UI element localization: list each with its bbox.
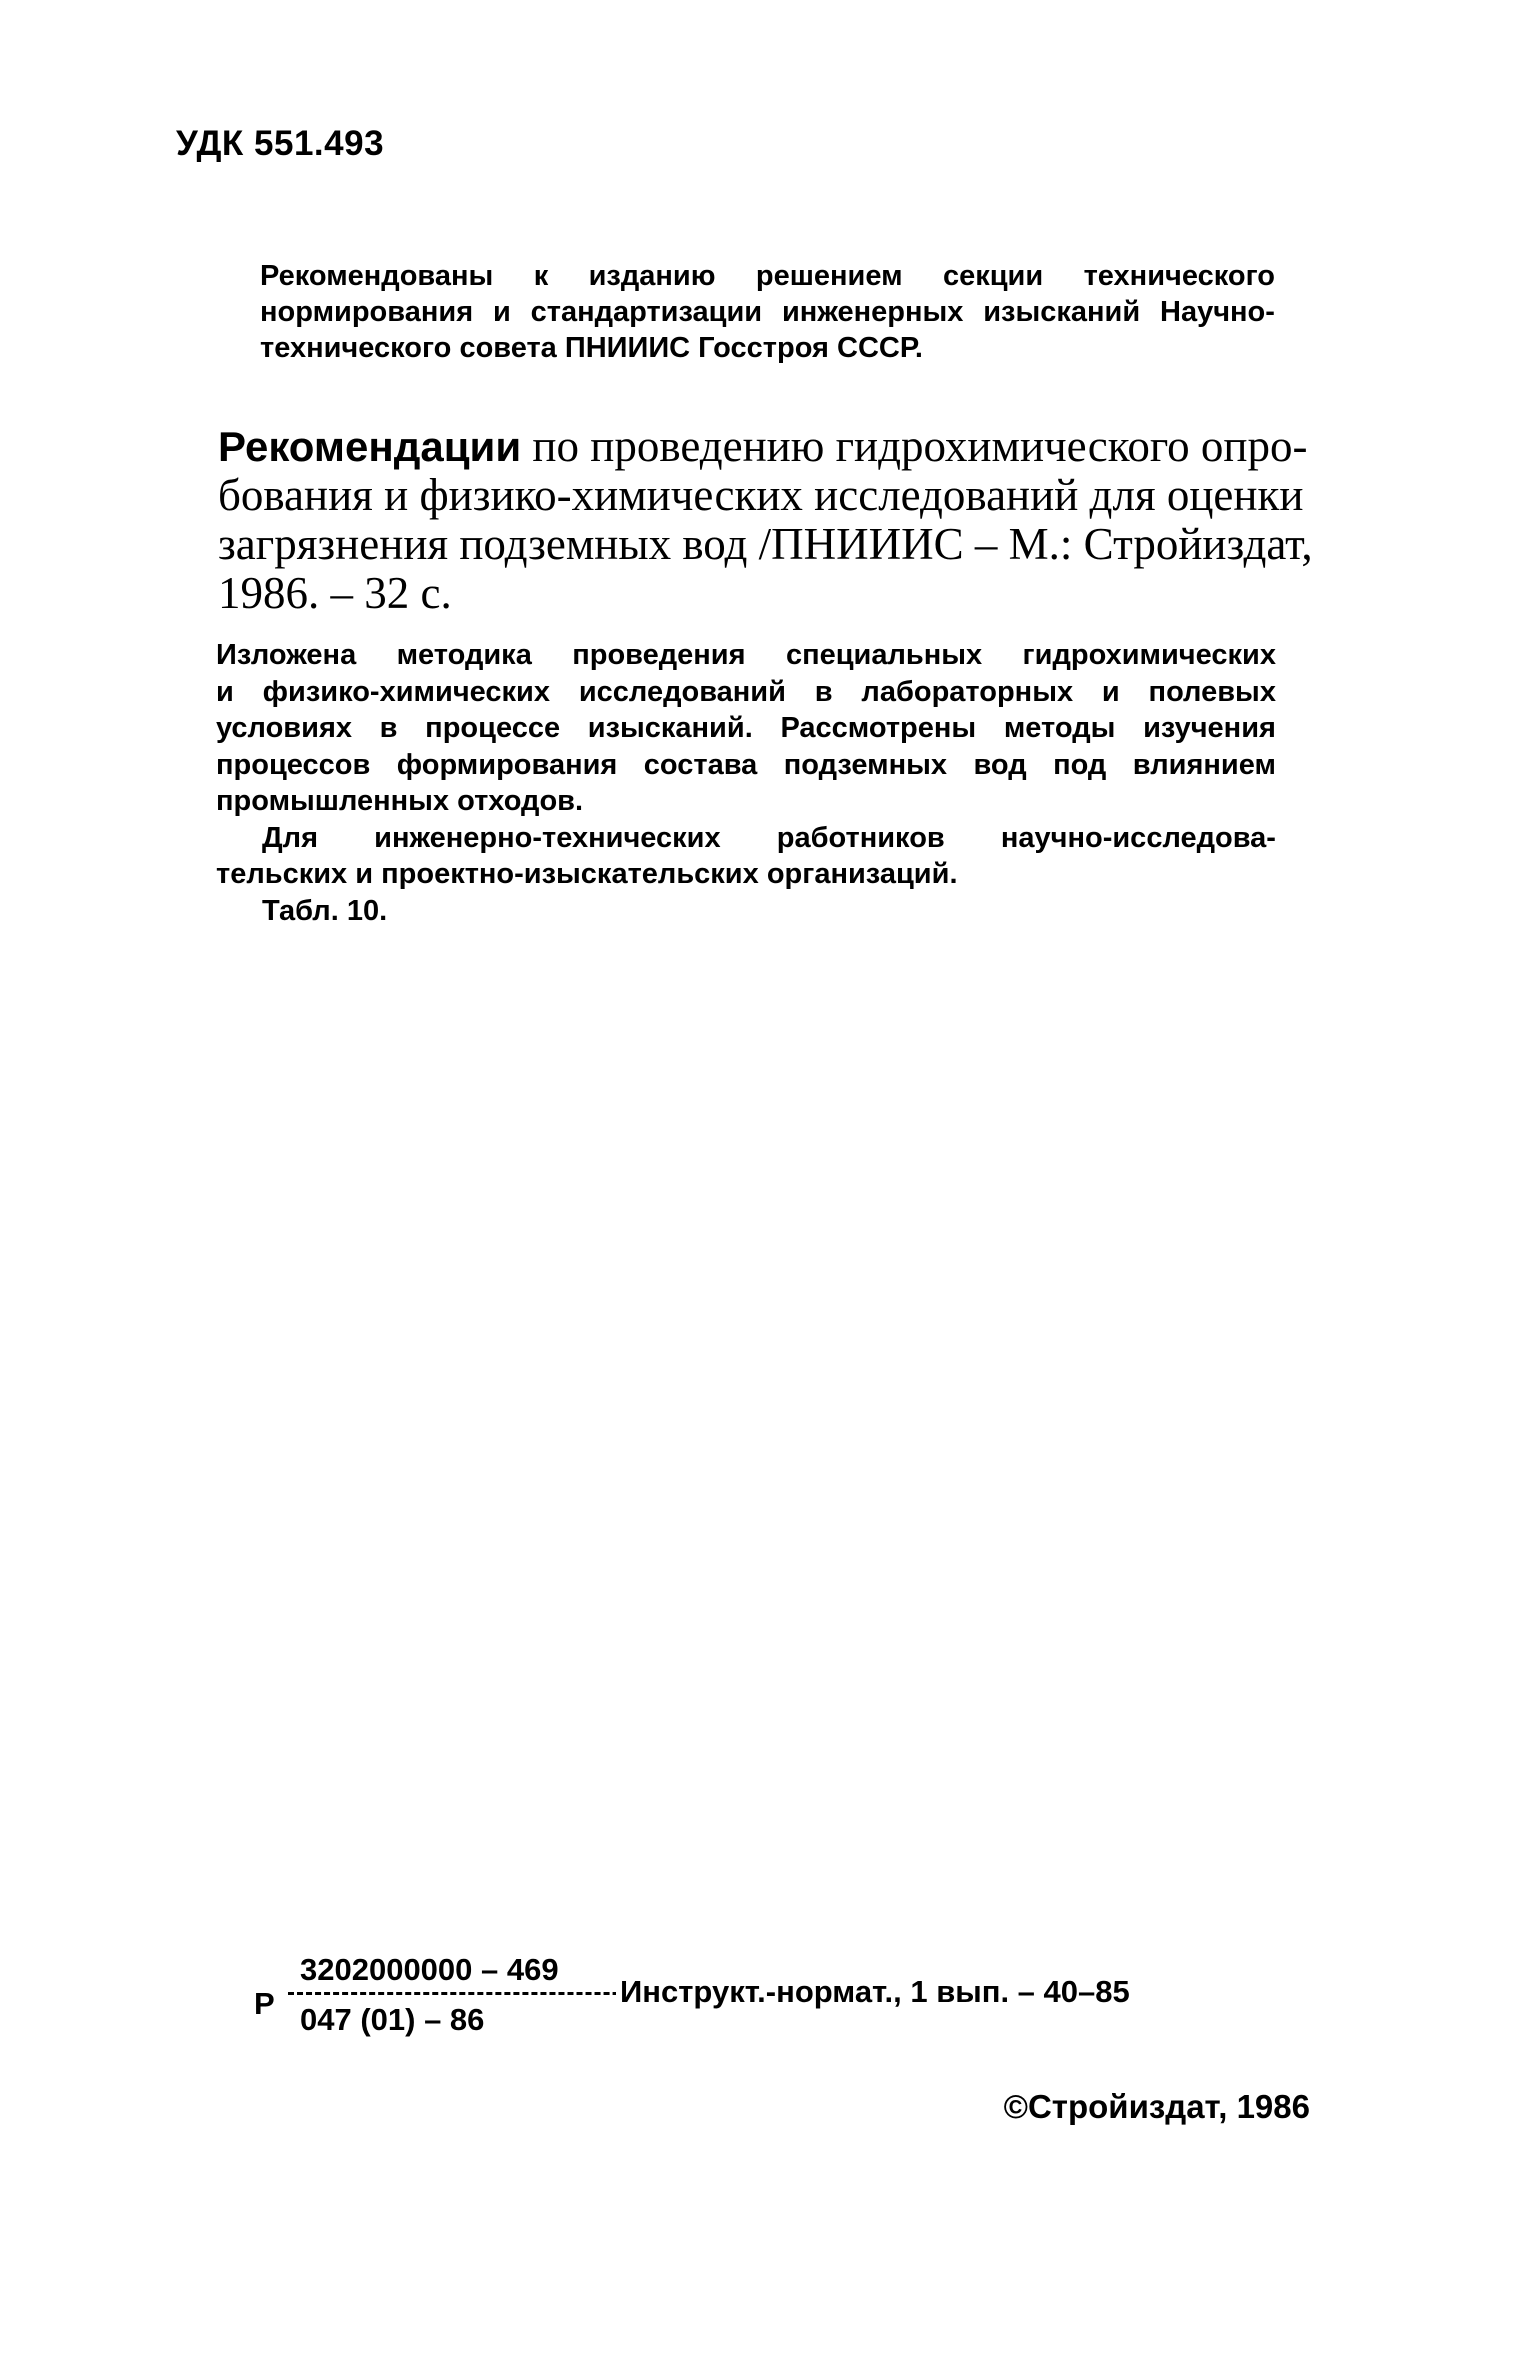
code-prefix: Р — [254, 1986, 275, 2021]
abstract-line: Изложена методика проведения специальных гидрохимических — [216, 639, 1276, 671]
recommendation-line: нормирования и стандартизации инженерных изысканий Научно- — [260, 296, 1275, 328]
code-numerator: 3202000000 – 469 — [300, 1952, 559, 1987]
recommendation-line: Рекомендованы к изданию решением секции технического — [260, 260, 1275, 292]
bibliography-title-rest: по проведению гидрохимического опро- — [521, 421, 1308, 471]
bibliographic-description — [218, 421, 1313, 618]
abstract-line: процессов формирования состава подземных вод под влиянием — [216, 748, 1276, 781]
recommendation-line: технического совета ПНИИИС Госстроя СССР. — [260, 332, 923, 364]
audience-line: Для инженерно-технических работников научно-исследова- — [262, 821, 1276, 854]
audience-line: тельских и проектно-изыскательских организаций. — [216, 858, 958, 890]
code-publication-type: Инструкт.-нормат., 1 вып. – 40–85 — [616, 1974, 1130, 2010]
classification-code — [254, 1952, 1204, 2062]
abstract-line: промышленных отходов. — [216, 785, 584, 817]
udk-code: УДК 551.493 — [176, 124, 385, 163]
bibliography-line: бования и физико-химических исследований для оценки — [218, 470, 1304, 520]
abstract — [216, 637, 1276, 929]
abstract-line: условиях в процессе изысканий. Рассмотрены методы изучения — [216, 712, 1276, 744]
bibliography-line: 1986. – 32 с. — [218, 568, 452, 618]
recommendation-note — [260, 258, 1275, 366]
bibliography-line — [218, 421, 1308, 471]
code-denominator: 047 (01) – 86 — [300, 2002, 485, 2037]
copyright-notice: ©Стройиздат, 1986 — [1003, 2088, 1310, 2125]
bibliography-title-lead: Рекомендации — [218, 423, 522, 470]
tables-count: Табл. 10. — [262, 894, 388, 927]
abstract-line: и физико-химических исследований в лабораторных и полевых — [216, 675, 1276, 708]
bibliography-line: загрязнения подземных вод /ПНИИИС – М.: Стройиздат, — [218, 519, 1313, 569]
